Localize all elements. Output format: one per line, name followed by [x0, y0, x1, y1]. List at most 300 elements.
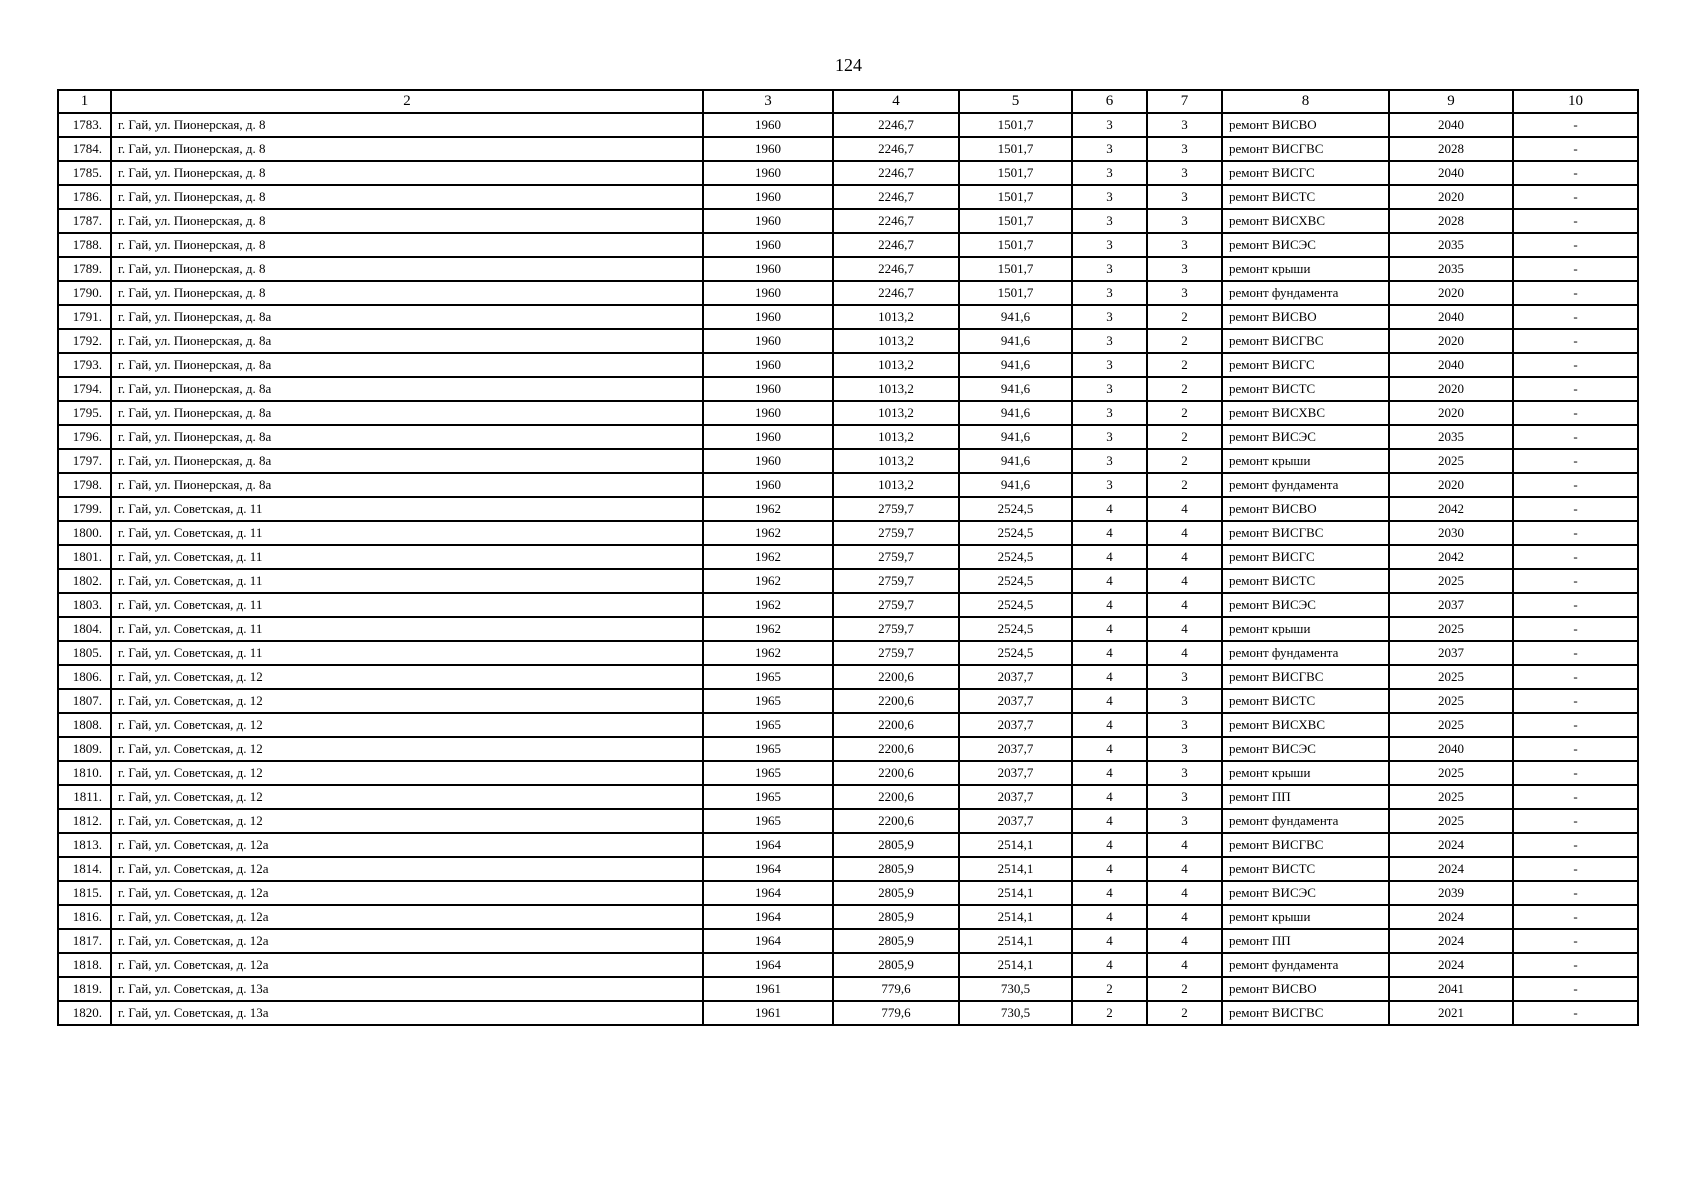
cell-total-area: 2759,7: [833, 497, 959, 521]
cell-total-area: 1013,2: [833, 425, 959, 449]
cell-row-number: 1817.: [58, 929, 111, 953]
cell-floors: 3: [1072, 473, 1147, 497]
cell-planned-year: 2024: [1389, 905, 1513, 929]
cell-planned-year: 2035: [1389, 425, 1513, 449]
cell-work-type: ремонт ВИСТС: [1222, 857, 1389, 881]
cell-row-number: 1813.: [58, 833, 111, 857]
cell-entrances: 3: [1147, 113, 1222, 137]
cell-living-area: 2524,5: [959, 545, 1072, 569]
table-row: [58, 161, 1638, 185]
cell-planned-year: 2020: [1389, 473, 1513, 497]
cell-planned-year: 2025: [1389, 713, 1513, 737]
cell-floors: 4: [1072, 761, 1147, 785]
cell-row-number: 1808.: [58, 713, 111, 737]
cell-year-built: 1964: [703, 953, 833, 977]
cell-entrances: 3: [1147, 761, 1222, 785]
cell-entrances: 4: [1147, 641, 1222, 665]
column-header-8: 8: [1222, 90, 1389, 113]
cell-floors: 3: [1072, 353, 1147, 377]
cell-year-built: 1960: [703, 353, 833, 377]
cell-total-area: 2759,7: [833, 545, 959, 569]
cell-entrances: 4: [1147, 497, 1222, 521]
cell-total-area: 2200,6: [833, 713, 959, 737]
cell-entrances: 2: [1147, 473, 1222, 497]
cell-work-type: ремонт ВИСЭС: [1222, 881, 1389, 905]
cell-living-area: 1501,7: [959, 233, 1072, 257]
cell-planned-year: 2025: [1389, 617, 1513, 641]
cell-row-number: 1815.: [58, 881, 111, 905]
cell-living-area: 1501,7: [959, 209, 1072, 233]
table-row: [58, 449, 1638, 473]
cell-year-built: 1965: [703, 665, 833, 689]
cell-planned-year: 2025: [1389, 449, 1513, 473]
cell-total-area: 2200,6: [833, 761, 959, 785]
cell-entrances: 3: [1147, 785, 1222, 809]
cell-note: -: [1513, 449, 1638, 473]
cell-entrances: 2: [1147, 305, 1222, 329]
cell-entrances: 3: [1147, 185, 1222, 209]
table-row: [58, 929, 1638, 953]
cell-address: г. Гай, ул. Пионерская, д. 8: [111, 209, 703, 233]
cell-address: г. Гай, ул. Советская, д. 11: [111, 497, 703, 521]
cell-entrances: 4: [1147, 545, 1222, 569]
cell-note: -: [1513, 257, 1638, 281]
table-row: [58, 785, 1638, 809]
cell-total-area: 2246,7: [833, 209, 959, 233]
cell-total-area: 2759,7: [833, 617, 959, 641]
cell-total-area: 2246,7: [833, 257, 959, 281]
cell-address: г. Гай, ул. Советская, д. 12а: [111, 833, 703, 857]
column-header-4: 4: [833, 90, 959, 113]
cell-note: -: [1513, 305, 1638, 329]
cell-note: -: [1513, 809, 1638, 833]
table-header-row: [58, 90, 1638, 113]
cell-total-area: 2200,6: [833, 809, 959, 833]
column-header-5: 5: [959, 90, 1072, 113]
cell-row-number: 1810.: [58, 761, 111, 785]
cell-work-type: ремонт ВИСГВС: [1222, 1001, 1389, 1025]
cell-address: г. Гай, ул. Пионерская, д. 8а: [111, 473, 703, 497]
table-row: [58, 473, 1638, 497]
cell-entrances: 3: [1147, 161, 1222, 185]
cell-note: -: [1513, 521, 1638, 545]
cell-floors: 4: [1072, 833, 1147, 857]
cell-note: -: [1513, 641, 1638, 665]
cell-planned-year: 2041: [1389, 977, 1513, 1001]
cell-entrances: 3: [1147, 233, 1222, 257]
table-row: [58, 545, 1638, 569]
cell-planned-year: 2039: [1389, 881, 1513, 905]
cell-year-built: 1960: [703, 401, 833, 425]
cell-total-area: 779,6: [833, 1001, 959, 1025]
cell-living-area: 2514,1: [959, 833, 1072, 857]
cell-row-number: 1785.: [58, 161, 111, 185]
cell-living-area: 2514,1: [959, 929, 1072, 953]
cell-total-area: 2805,9: [833, 857, 959, 881]
cell-row-number: 1790.: [58, 281, 111, 305]
cell-entrances: 4: [1147, 593, 1222, 617]
cell-work-type: ремонт ВИСЭС: [1222, 737, 1389, 761]
cell-work-type: ремонт ВИСЭС: [1222, 233, 1389, 257]
cell-work-type: ремонт ВИСЭС: [1222, 593, 1389, 617]
cell-entrances: 2: [1147, 353, 1222, 377]
cell-living-area: 2514,1: [959, 881, 1072, 905]
cell-work-type: ремонт ВИСГВС: [1222, 329, 1389, 353]
cell-year-built: 1960: [703, 113, 833, 137]
cell-address: г. Гай, ул. Советская, д. 13а: [111, 1001, 703, 1025]
cell-note: -: [1513, 1001, 1638, 1025]
cell-planned-year: 2024: [1389, 833, 1513, 857]
cell-floors: 3: [1072, 233, 1147, 257]
cell-floors: 4: [1072, 809, 1147, 833]
cell-planned-year: 2040: [1389, 305, 1513, 329]
cell-living-area: 1501,7: [959, 161, 1072, 185]
cell-floors: 4: [1072, 713, 1147, 737]
cell-year-built: 1962: [703, 521, 833, 545]
cell-entrances: 4: [1147, 521, 1222, 545]
cell-work-type: ремонт ВИСТС: [1222, 185, 1389, 209]
cell-address: г. Гай, ул. Советская, д. 12а: [111, 905, 703, 929]
cell-living-area: 2524,5: [959, 641, 1072, 665]
cell-note: -: [1513, 401, 1638, 425]
cell-planned-year: 2040: [1389, 353, 1513, 377]
cell-address: г. Гай, ул. Пионерская, д. 8а: [111, 377, 703, 401]
cell-entrances: 3: [1147, 281, 1222, 305]
cell-planned-year: 2028: [1389, 209, 1513, 233]
cell-living-area: 941,6: [959, 401, 1072, 425]
cell-floors: 3: [1072, 209, 1147, 233]
cell-living-area: 2037,7: [959, 761, 1072, 785]
cell-living-area: 730,5: [959, 1001, 1072, 1025]
cell-year-built: 1960: [703, 473, 833, 497]
cell-row-number: 1788.: [58, 233, 111, 257]
table-row: [58, 185, 1638, 209]
cell-row-number: 1786.: [58, 185, 111, 209]
cell-address: г. Гай, ул. Советская, д. 12: [111, 689, 703, 713]
cell-note: -: [1513, 929, 1638, 953]
cell-total-area: 2805,9: [833, 833, 959, 857]
cell-row-number: 1818.: [58, 953, 111, 977]
column-header-10: 10: [1513, 90, 1638, 113]
cell-note: -: [1513, 473, 1638, 497]
cell-planned-year: 2024: [1389, 857, 1513, 881]
cell-note: -: [1513, 137, 1638, 161]
cell-living-area: 2524,5: [959, 569, 1072, 593]
cell-planned-year: 2021: [1389, 1001, 1513, 1025]
table-row: [58, 137, 1638, 161]
page-number: 124: [835, 55, 862, 75]
cell-year-built: 1960: [703, 161, 833, 185]
cell-address: г. Гай, ул. Советская, д. 11: [111, 641, 703, 665]
cell-address: г. Гай, ул. Советская, д. 11: [111, 569, 703, 593]
cell-entrances: 3: [1147, 257, 1222, 281]
cell-work-type: ремонт фундамента: [1222, 281, 1389, 305]
cell-work-type: ремонт ВИСВО: [1222, 977, 1389, 1001]
table-row: [58, 257, 1638, 281]
cell-entrances: 4: [1147, 881, 1222, 905]
cell-year-built: 1965: [703, 737, 833, 761]
cell-living-area: 941,6: [959, 473, 1072, 497]
cell-planned-year: 2025: [1389, 569, 1513, 593]
cell-row-number: 1816.: [58, 905, 111, 929]
cell-entrances: 2: [1147, 977, 1222, 1001]
cell-address: г. Гай, ул. Советская, д. 12а: [111, 953, 703, 977]
cell-work-type: ремонт ВИСХВС: [1222, 713, 1389, 737]
cell-total-area: 2200,6: [833, 689, 959, 713]
cell-row-number: 1784.: [58, 137, 111, 161]
cell-total-area: 1013,2: [833, 353, 959, 377]
cell-floors: 2: [1072, 1001, 1147, 1025]
cell-address: г. Гай, ул. Пионерская, д. 8а: [111, 449, 703, 473]
cell-total-area: 2759,7: [833, 641, 959, 665]
table-row: [58, 521, 1638, 545]
cell-entrances: 2: [1147, 425, 1222, 449]
cell-floors: 4: [1072, 569, 1147, 593]
table-row: [58, 233, 1638, 257]
cell-entrances: 4: [1147, 929, 1222, 953]
cell-floors: 4: [1072, 929, 1147, 953]
cell-total-area: 2805,9: [833, 905, 959, 929]
cell-year-built: 1965: [703, 761, 833, 785]
table-row: [58, 1001, 1638, 1025]
cell-planned-year: 2025: [1389, 689, 1513, 713]
cell-row-number: 1791.: [58, 305, 111, 329]
cell-address: г. Гай, ул. Советская, д. 11: [111, 545, 703, 569]
cell-year-built: 1964: [703, 905, 833, 929]
cell-total-area: 2200,6: [833, 665, 959, 689]
housing-repair-table: [57, 89, 1639, 1026]
cell-floors: 4: [1072, 785, 1147, 809]
cell-row-number: 1787.: [58, 209, 111, 233]
table-row: [58, 809, 1638, 833]
cell-entrances: 2: [1147, 377, 1222, 401]
cell-entrances: 3: [1147, 665, 1222, 689]
table-row: [58, 953, 1638, 977]
cell-year-built: 1964: [703, 833, 833, 857]
cell-floors: 2: [1072, 977, 1147, 1001]
cell-total-area: 2805,9: [833, 929, 959, 953]
cell-living-area: 2524,5: [959, 521, 1072, 545]
cell-living-area: 941,6: [959, 425, 1072, 449]
cell-floors: 3: [1072, 257, 1147, 281]
cell-total-area: 2805,9: [833, 881, 959, 905]
cell-year-built: 1965: [703, 713, 833, 737]
cell-row-number: 1793.: [58, 353, 111, 377]
cell-address: г. Гай, ул. Пионерская, д. 8а: [111, 305, 703, 329]
table-body: [58, 113, 1638, 1025]
cell-note: -: [1513, 713, 1638, 737]
cell-note: -: [1513, 569, 1638, 593]
cell-note: -: [1513, 233, 1638, 257]
cell-address: г. Гай, ул. Советская, д. 12а: [111, 929, 703, 953]
cell-planned-year: 2040: [1389, 737, 1513, 761]
cell-row-number: 1819.: [58, 977, 111, 1001]
cell-living-area: 941,6: [959, 329, 1072, 353]
cell-row-number: 1803.: [58, 593, 111, 617]
cell-work-type: ремонт ВИСВО: [1222, 113, 1389, 137]
cell-work-type: ремонт фундамента: [1222, 641, 1389, 665]
cell-work-type: ремонт фундамента: [1222, 953, 1389, 977]
cell-row-number: 1809.: [58, 737, 111, 761]
cell-floors: 4: [1072, 905, 1147, 929]
table-row: [58, 569, 1638, 593]
cell-living-area: 2514,1: [959, 857, 1072, 881]
cell-planned-year: 2035: [1389, 233, 1513, 257]
table-row: [58, 593, 1638, 617]
cell-total-area: 2246,7: [833, 113, 959, 137]
cell-living-area: 1501,7: [959, 257, 1072, 281]
cell-living-area: 1501,7: [959, 185, 1072, 209]
cell-note: -: [1513, 161, 1638, 185]
cell-floors: 3: [1072, 449, 1147, 473]
cell-entrances: 4: [1147, 953, 1222, 977]
cell-work-type: ремонт ВИСТС: [1222, 377, 1389, 401]
cell-total-area: 779,6: [833, 977, 959, 1001]
table-row: [58, 665, 1638, 689]
cell-year-built: 1965: [703, 785, 833, 809]
cell-work-type: ремонт ВИСГС: [1222, 161, 1389, 185]
cell-year-built: 1962: [703, 545, 833, 569]
cell-work-type: ремонт ВИСГВС: [1222, 521, 1389, 545]
cell-living-area: 1501,7: [959, 113, 1072, 137]
cell-entrances: 3: [1147, 689, 1222, 713]
cell-note: -: [1513, 857, 1638, 881]
cell-work-type: ремонт крыши: [1222, 761, 1389, 785]
cell-floors: 4: [1072, 641, 1147, 665]
cell-floors: 4: [1072, 545, 1147, 569]
table-row: [58, 113, 1638, 137]
cell-entrances: 4: [1147, 569, 1222, 593]
cell-note: -: [1513, 281, 1638, 305]
cell-entrances: 4: [1147, 833, 1222, 857]
cell-living-area: 1501,7: [959, 281, 1072, 305]
cell-address: г. Гай, ул. Советская, д. 12: [111, 761, 703, 785]
cell-floors: 4: [1072, 665, 1147, 689]
table-row: [58, 641, 1638, 665]
table-row: [58, 857, 1638, 881]
cell-address: г. Гай, ул. Пионерская, д. 8: [111, 233, 703, 257]
table-row: [58, 617, 1638, 641]
cell-year-built: 1964: [703, 929, 833, 953]
cell-year-built: 1960: [703, 137, 833, 161]
cell-address: г. Гай, ул. Пионерская, д. 8: [111, 185, 703, 209]
cell-address: г. Гай, ул. Советская, д. 13а: [111, 977, 703, 1001]
cell-total-area: 2759,7: [833, 569, 959, 593]
cell-work-type: ремонт ВИСГВС: [1222, 665, 1389, 689]
cell-living-area: 2037,7: [959, 785, 1072, 809]
cell-work-type: ремонт крыши: [1222, 617, 1389, 641]
cell-row-number: 1804.: [58, 617, 111, 641]
cell-planned-year: 2020: [1389, 401, 1513, 425]
cell-year-built: 1962: [703, 617, 833, 641]
cell-floors: 3: [1072, 305, 1147, 329]
cell-floors: 3: [1072, 329, 1147, 353]
cell-address: г. Гай, ул. Советская, д. 11: [111, 593, 703, 617]
cell-planned-year: 2020: [1389, 281, 1513, 305]
cell-entrances: 3: [1147, 713, 1222, 737]
cell-note: -: [1513, 329, 1638, 353]
cell-address: г. Гай, ул. Пионерская, д. 8а: [111, 329, 703, 353]
table-row: [58, 305, 1638, 329]
cell-year-built: 1960: [703, 185, 833, 209]
cell-living-area: 1501,7: [959, 137, 1072, 161]
cell-total-area: 2759,7: [833, 521, 959, 545]
cell-address: г. Гай, ул. Пионерская, д. 8: [111, 257, 703, 281]
cell-address: г. Гай, ул. Пионерская, д. 8: [111, 137, 703, 161]
cell-entrances: 3: [1147, 809, 1222, 833]
table-row: [58, 497, 1638, 521]
cell-year-built: 1962: [703, 497, 833, 521]
cell-address: г. Гай, ул. Советская, д. 12а: [111, 857, 703, 881]
cell-year-built: 1960: [703, 209, 833, 233]
cell-work-type: ремонт ВИСГС: [1222, 353, 1389, 377]
cell-row-number: 1795.: [58, 401, 111, 425]
cell-row-number: 1820.: [58, 1001, 111, 1025]
cell-note: -: [1513, 113, 1638, 137]
cell-planned-year: 2020: [1389, 329, 1513, 353]
cell-address: г. Гай, ул. Советская, д. 11: [111, 521, 703, 545]
cell-floors: 3: [1072, 281, 1147, 305]
cell-total-area: 2200,6: [833, 785, 959, 809]
cell-note: -: [1513, 545, 1638, 569]
cell-year-built: 1960: [703, 449, 833, 473]
cell-work-type: ремонт ВИСВО: [1222, 305, 1389, 329]
cell-planned-year: 2025: [1389, 809, 1513, 833]
cell-year-built: 1960: [703, 425, 833, 449]
cell-living-area: 2037,7: [959, 737, 1072, 761]
cell-total-area: 2246,7: [833, 281, 959, 305]
cell-address: г. Гай, ул. Советская, д. 12: [111, 737, 703, 761]
cell-floors: 4: [1072, 857, 1147, 881]
cell-living-area: 2514,1: [959, 905, 1072, 929]
table-row: [58, 737, 1638, 761]
cell-living-area: 2037,7: [959, 665, 1072, 689]
cell-row-number: 1807.: [58, 689, 111, 713]
cell-year-built: 1964: [703, 857, 833, 881]
cell-row-number: 1814.: [58, 857, 111, 881]
cell-entrances: 2: [1147, 401, 1222, 425]
cell-note: -: [1513, 785, 1638, 809]
column-header-6: 6: [1072, 90, 1147, 113]
table-row: [58, 713, 1638, 737]
cell-note: -: [1513, 833, 1638, 857]
cell-entrances: 2: [1147, 449, 1222, 473]
cell-address: г. Гай, ул. Советская, д. 12: [111, 713, 703, 737]
cell-note: -: [1513, 953, 1638, 977]
cell-living-area: 941,6: [959, 353, 1072, 377]
cell-address: г. Гай, ул. Пионерская, д. 8а: [111, 401, 703, 425]
cell-planned-year: 2028: [1389, 137, 1513, 161]
cell-row-number: 1796.: [58, 425, 111, 449]
column-header-3: 3: [703, 90, 833, 113]
cell-work-type: ремонт ВИСГВС: [1222, 137, 1389, 161]
cell-year-built: 1961: [703, 1001, 833, 1025]
cell-row-number: 1789.: [58, 257, 111, 281]
cell-planned-year: 2042: [1389, 545, 1513, 569]
table-row: [58, 281, 1638, 305]
cell-floors: 4: [1072, 617, 1147, 641]
cell-total-area: 2200,6: [833, 737, 959, 761]
cell-row-number: 1812.: [58, 809, 111, 833]
cell-address: г. Гай, ул. Пионерская, д. 8: [111, 281, 703, 305]
cell-planned-year: 2040: [1389, 113, 1513, 137]
cell-planned-year: 2042: [1389, 497, 1513, 521]
cell-year-built: 1961: [703, 977, 833, 1001]
cell-living-area: 2037,7: [959, 713, 1072, 737]
cell-entrances: 3: [1147, 737, 1222, 761]
table-row: [58, 425, 1638, 449]
cell-total-area: 2759,7: [833, 593, 959, 617]
